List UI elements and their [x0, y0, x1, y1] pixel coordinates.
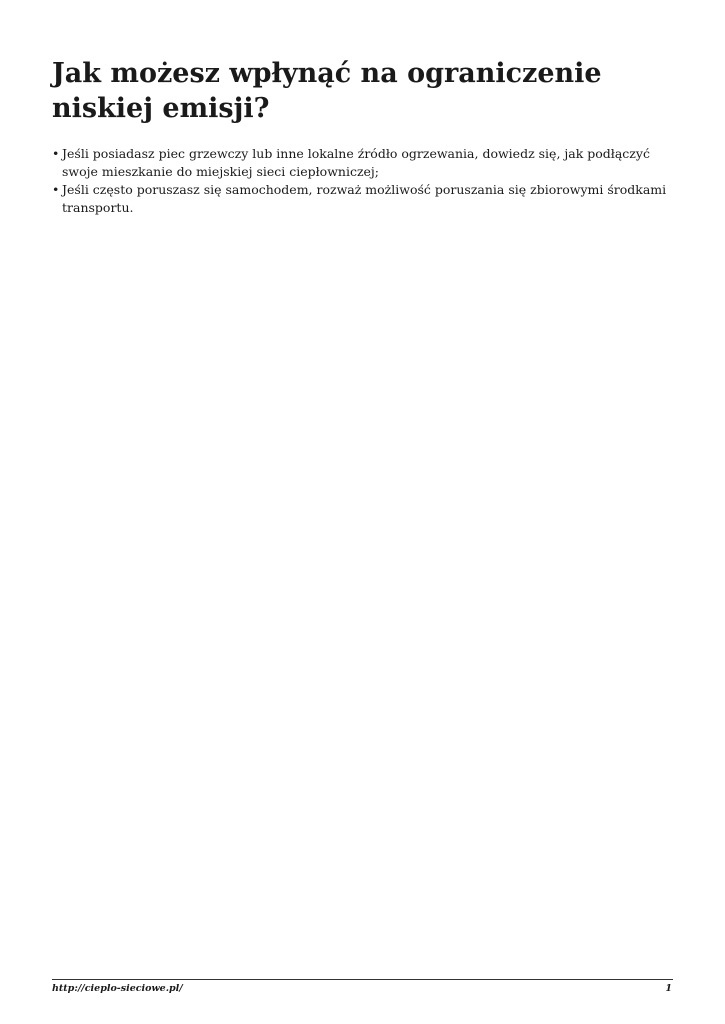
footer-url-link[interactable]: http://cieplo-sieciowe.pl/	[52, 983, 183, 994]
list-item	[52, 181, 682, 217]
bullet-list	[52, 145, 682, 217]
bullet-icon: •	[52, 146, 60, 161]
page-number: 1	[665, 983, 672, 994]
list-item-text: Jeśli często poruszasz się samochodem, rozważ możliwość poruszania się zbiorowymi środkami transportu.	[62, 182, 667, 215]
bullet-icon: •	[52, 182, 60, 197]
page-title: Jak możesz wpłynąć na ograniczenie niskiej emisji?	[52, 58, 602, 124]
list-item	[52, 145, 682, 181]
list-item-text: Jeśli posiadasz piec grzewczy lub inne lokalne źródło ogrzewania, dowiedz się, jak podłączyć swoje mieszkanie do miejskiej sieci ciepłowniczej;	[62, 146, 650, 179]
footer-divider	[52, 979, 673, 980]
